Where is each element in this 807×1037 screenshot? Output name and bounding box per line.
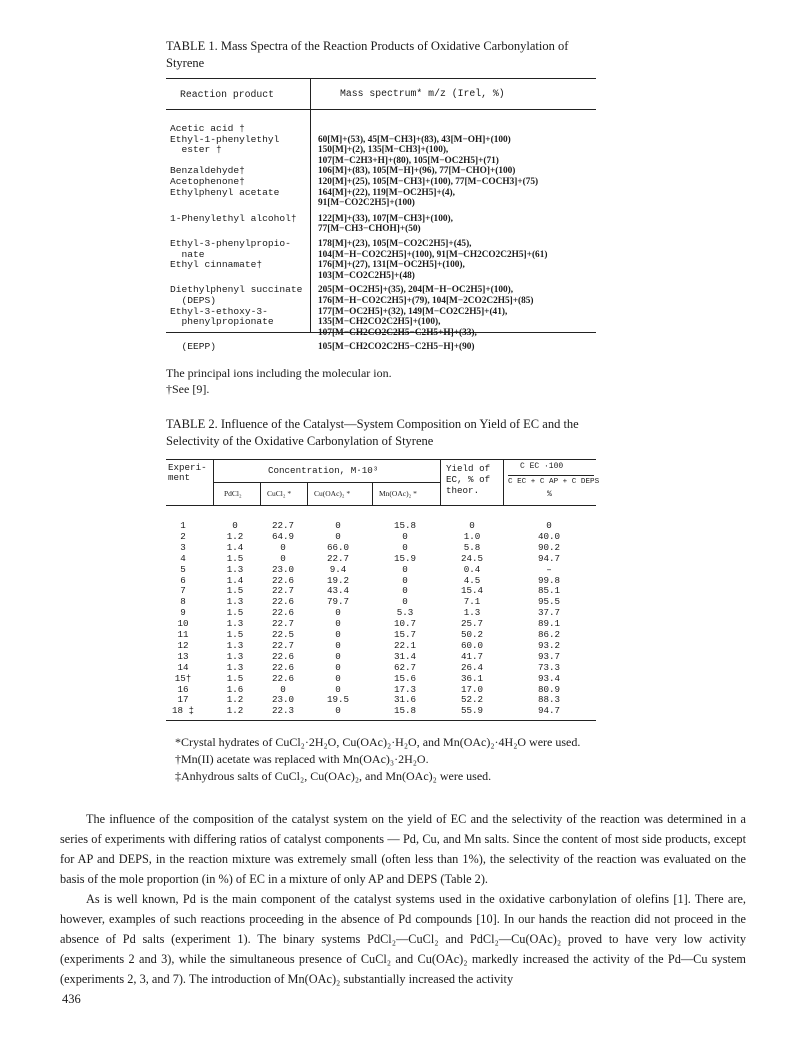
table2-cell-selectivity: 93.7 (537, 650, 561, 662)
table1-product-cell: Acetophenone† (170, 176, 245, 187)
table2-cell-pdcl2: 1.6 (226, 683, 244, 695)
table2-cell-cucl2: 22.5 (271, 629, 295, 640)
table2-cell-pdcl2: 1.2 (226, 694, 244, 706)
table2-cell-mnoac: 15.7 (393, 629, 417, 640)
table2-cell-selectivity: 40.0 (537, 530, 561, 542)
table2-cell-mnoac: 15.9 (393, 552, 417, 564)
table2-vrule-3 (307, 482, 308, 505)
table2-cell-selectivity: 90.2 (537, 541, 561, 553)
table2-cell-mnoac: 0 (402, 541, 408, 553)
table2-cell-cucl2: 22.6 (271, 607, 295, 619)
table1-product-cell: Diethylphenyl succinate (170, 284, 303, 296)
table2-cell-pdcl2: 0 (232, 520, 238, 531)
table1-note-principal-ions: The principal ions including the molecular ion. (166, 366, 392, 380)
table2-cell-cucl2: 0 (280, 541, 286, 553)
table2-cell-selectivity: 88.3 (537, 694, 561, 706)
table2-cell-mnoac: 0 (402, 574, 408, 586)
table1-product-cell: ester † (170, 144, 222, 156)
table2-cell-pdcl2: 1.5 (226, 672, 244, 684)
table1-product-cell: Ethylphenyl acetate (170, 186, 280, 198)
table1-product-cell: nate (170, 248, 205, 260)
table2-cell-cucl2: 22.6 (271, 596, 295, 608)
table1-product-cell: (EEPP) (170, 341, 217, 353)
table2-cell-cuoac: 0 (335, 530, 341, 542)
table1-caption (166, 38, 636, 72)
table2-cell-yield: 1.3 (463, 607, 481, 619)
table2-cell-cucl2: 22.6 (271, 672, 295, 684)
table1-spectrum-cell: 122[M]+(33), 107[M−CH3]+(100), (318, 213, 453, 224)
table2-header-yield: Yield of EC, % of theor. (446, 463, 491, 496)
table2-cell-cucl2: 22.6 (271, 574, 295, 586)
table2-cell-cuoac: 79.7 (326, 596, 350, 608)
table2-cell-yield: 15.4 (460, 585, 484, 597)
table1-spectrum-cell: 104[M−H−CO2C2H5]+(100), 91[M−CH2CO2C2H5]+(61) (318, 249, 548, 260)
table2-cell-mnoac: 10.7 (393, 618, 417, 630)
table2-cell-experiment: 13 (177, 650, 189, 662)
table1-top-rule (166, 78, 596, 79)
table2-cell-yield: 0 (469, 520, 475, 531)
table2-header-cucl2: CuCl₂ * (267, 489, 292, 498)
table2-cell-pdcl2: 1.5 (226, 607, 244, 619)
table2-cell-cuoac: 43.4 (326, 585, 350, 597)
table2-cell-mnoac: 5.3 (396, 607, 414, 619)
table2-cell-yield: 55.9 (460, 705, 484, 717)
table2-cell-mnoac: 0 (402, 585, 408, 597)
table2-header-pdcl2: PdCl₂ (224, 489, 242, 498)
table2-cell-experiment: 10 (177, 618, 189, 630)
table2-concentration-subrule (213, 482, 440, 483)
table2-cell-selectivity: 73.3 (537, 661, 561, 673)
table2-cell-pdcl2: 1.5 (226, 552, 244, 564)
table2-cell-cuoac: 66.0 (326, 541, 350, 553)
table2-cell-cuoac: 0 (335, 672, 341, 684)
table2-cell-experiment: 17 (177, 694, 189, 706)
table2-cell-selectivity: 89.1 (537, 618, 561, 630)
table2-cell-mnoac: 0 (402, 563, 408, 575)
table1-header-rule (166, 109, 596, 110)
table2-note-crystal-hydrates: *Crystal hydrates of CuCl₂·2H₂O, Cu(OAc)₂·H₂O, and Mn(OAc)₂·4H₂O were used. (175, 735, 581, 749)
table2-cell-selectivity: – (546, 563, 552, 575)
table2-cell-experiment: 18 ‡ (171, 705, 195, 717)
table2-cell-cucl2: 22.6 (271, 650, 295, 662)
table2-cell-experiment: 6 (180, 574, 186, 586)
table2-cell-yield: 25.7 (460, 618, 484, 630)
table2-cell-mnoac: 62.7 (393, 661, 417, 673)
table2-vrule-4 (372, 482, 373, 505)
table2-bottom-rule (166, 720, 596, 721)
table2-cell-pdcl2: 1.3 (226, 596, 244, 608)
table1-note-see-ref: †See [9]. (166, 382, 210, 396)
table2-header-experiment: Experi- ment (168, 462, 207, 483)
table2-vrule-5 (440, 459, 441, 505)
table2-cell-experiment: 4 (180, 552, 186, 564)
table2-header-cuoac: Cu(OAc)₂ * (314, 489, 351, 498)
table2-cell-yield: 0.4 (463, 563, 481, 575)
table2-cell-mnoac: 31.4 (393, 650, 417, 662)
table1-spectrum-cell: 103[M−CO2C2H5]+(48) (318, 270, 415, 281)
table2-vrule-2 (260, 482, 261, 505)
table2-cell-yield: 17.0 (460, 683, 484, 695)
table1-spectrum-cell: 178[M]+(23), 105[M−CO2C2H5]+(45), (318, 239, 472, 249)
table2-cell-experiment: 3 (180, 541, 186, 553)
table2-cell-yield: 7.1 (463, 596, 481, 608)
table2-header-selectivity-unit: % (547, 490, 552, 499)
table1-product-cell: Ethyl-3-phenylpropio- (170, 238, 291, 249)
table1-spectrum-cell: 106[M]+(83), 105[M−H]+(96), 77[M−CHO]+(100) (318, 166, 516, 177)
body-paragraph-1: The influence of the composition of the catalyst system on the yield of EC and the selectivity of the reaction was determined in a series of experiments with differing ratios of catalyst components — Pd, Cu, and Mn salts. Since the content of most side products, except for AP and DEPS, in the reaction mixture was extremely small (often less than 1%), the selectivity of the reaction was evaluated on the basis of the mole proportion (in %) of EC in a mixture of only AP and DEPS (Table 2). (60, 812, 746, 886)
table1-product-cell: Benzaldehyde† (170, 165, 245, 177)
table1-spectrum-cell: 205[M−OC2H5]+(35), 204[M−H−OC2H5]+(100), (318, 285, 514, 296)
table1-spectrum-cell: 77[M−CH3−CHOH]+(50) (318, 224, 421, 235)
table2-cell-cucl2: 0 (280, 683, 286, 695)
table2-caption-line2: Selectivity of the Oxidative Carbonylation of Styrene (166, 434, 434, 448)
table2-cell-pdcl2: 1.3 (226, 563, 244, 575)
table1-product-cell: Ethyl-1-phenylethyl (170, 133, 280, 145)
table2-header-mnoac: Mn(OAc)₂ * (379, 489, 417, 498)
table2-cell-cuoac: 0 (335, 661, 341, 673)
table2-cell-yield: 36.1 (460, 672, 484, 684)
table2-note-mn-replaced: †Mn(II) acetate was replaced with Mn(OAc)₃·2H₂O. (175, 752, 429, 766)
table2-cell-cuoac: 19.5 (326, 694, 350, 706)
table2-cell-mnoac: 0 (402, 530, 408, 542)
table1-product-cell: (DEPS) (170, 295, 217, 306)
table2-top-rule (166, 459, 596, 460)
table2-cell-pdcl2: 1.2 (226, 530, 244, 542)
table2-vrule-1 (213, 459, 214, 505)
table2-fraction-bar (508, 475, 594, 476)
table2-cell-pdcl2: 1.2 (226, 705, 244, 717)
body-paragraph-2: As is well known, Pd is the main component of the catalyst systems used in the oxidative carbonylation of olefins [1]. There are, however, examples of such reactions proceeding in the absence of Pd compounds [10]. In our hands the reaction did not proceed in the absence of Pd salts (experiment 1). The binary systems PdCl₂—CuCl₂ and PdCl₂—Cu(OAc)₂ proved to have very low activity (experiments 2 and 3), while the simultaneous presence of CuCl₂ and Cu(OAc)₂ markedly increased the activity of the Pd—Cu system (experiments 2, 3, and 7). The introduction of Mn(OAc)₂ substantially increased the activity (60, 892, 746, 986)
table2-cell-cuoac: 0 (335, 629, 341, 640)
table2-note-anhydrous: ‡Anhydrous salts of CuCl₂, Cu(OAc)₂, and Mn(OAc)₂ were used. (175, 769, 492, 783)
table1-spectrum-cell: 164[M]+(22), 119[M−OC2H5]+(4), (318, 187, 455, 198)
table2-cell-cucl2: 64.9 (271, 530, 295, 542)
table1-caption-line2: Styrene (166, 56, 205, 70)
table2-cell-experiment: 9 (180, 607, 186, 619)
table1-product-cell: Ethyl cinnamate† (170, 259, 263, 271)
table2-cell-mnoac: 15.6 (393, 672, 417, 684)
table2-header-rule (166, 505, 596, 506)
table1-header-spectrum: Mass spectrum* m/z (Irel, %) (340, 88, 505, 99)
table2-cell-yield: 26.4 (460, 661, 484, 673)
table2-cell-selectivity: 93.2 (537, 639, 561, 651)
table2-cell-pdcl2: 1.3 (226, 618, 244, 630)
table2-cell-cuoac: 0 (335, 683, 341, 695)
table2-cell-experiment: 14 (177, 661, 189, 673)
table2-cell-yield: 1.0 (463, 530, 481, 542)
table2-cell-mnoac: 31.6 (393, 694, 417, 706)
table2-cell-cucl2: 22.7 (271, 618, 295, 630)
table2-cell-yield: 50.2 (460, 629, 484, 640)
table2-cell-experiment: 8 (180, 596, 186, 608)
table2-cell-selectivity: 93.4 (537, 672, 561, 684)
table1-caption-line1: TABLE 1. Mass Spectra of the Reaction Products of Oxidative Carbonylation of (166, 39, 569, 53)
table2-cell-cuoac: 0 (335, 618, 341, 630)
table2-cell-cucl2: 22.7 (271, 585, 295, 597)
table2-cell-pdcl2: 1.3 (226, 650, 244, 662)
table2-cell-cuoac: 0 (335, 650, 341, 662)
table2-header-selectivity-numerator: C EC ·100 (520, 462, 564, 471)
table1-spectrum-cell: 176[M−H−CO2C2H5]+(79), 104[M−2CO2C2H5]+(85) (318, 296, 534, 306)
table2-cell-mnoac: 22.1 (393, 639, 417, 651)
table2-header-concentration: Concentration, M·10³ (268, 465, 379, 476)
table2-cell-mnoac: 15.8 (393, 520, 417, 531)
table2-cell-experiment: 2 (180, 530, 186, 542)
table2-cell-pdcl2: 1.3 (226, 661, 244, 673)
table1-product-cell: phenylpropionate (170, 316, 274, 328)
table1-header-product: Reaction product (180, 89, 275, 100)
table1-spectrum-cell: 60[M]+(53), 45[M−CH3]+(83), 43[M−OH]+(100) (318, 134, 511, 145)
table1-spectrum-cell: 135[M−CH2CO2C2H5]+(100), (318, 317, 441, 328)
table2-cell-mnoac: 0 (402, 596, 408, 608)
table2-cell-cucl2: 22.6 (271, 661, 295, 673)
page-number: 436 (62, 992, 81, 1006)
table2-vrule-6 (503, 459, 504, 505)
table2-cell-cuoac: 9.4 (329, 563, 347, 575)
table2-cell-selectivity: 99.8 (537, 574, 561, 586)
table2-cell-pdcl2: 1.5 (226, 585, 244, 597)
table1-column-divider (310, 78, 311, 333)
table2-cell-pdcl2: 1.3 (226, 639, 244, 651)
table2-header-selectivity-denominator: C EC + C AP + C DEPS (508, 478, 600, 486)
table2-cell-yield: 41.7 (460, 650, 484, 662)
table2-cell-selectivity: 37.7 (537, 607, 561, 619)
table2-cell-cucl2: 22.3 (271, 705, 295, 717)
table1-product-cell: Acetic acid † (170, 123, 245, 134)
table2-cell-pdcl2: 1.4 (226, 574, 244, 586)
table2-cell-cuoac: 0 (335, 520, 341, 531)
table2-cell-cucl2: 23.0 (271, 563, 295, 575)
table2-cell-yield: 4.5 (463, 574, 481, 586)
table2-cell-selectivity: 85.1 (537, 585, 561, 597)
table2-cell-cuoac: 22.7 (326, 552, 350, 564)
table2-cell-pdcl2: 1.4 (226, 541, 244, 553)
table2-cell-experiment: 15† (174, 672, 192, 684)
table1-product-cell: 1-Phenylethyl alcohol† (170, 212, 297, 224)
table2-cell-selectivity: 0 (546, 520, 552, 531)
table2-cell-yield: 5.8 (463, 541, 481, 553)
table1-product-cell: Ethyl-3-ethoxy-3- (170, 305, 268, 317)
table1-spectrum-cell: 177[M−OC2H5]+(32), 149[M−CO2C2H5]+(41), (318, 306, 508, 317)
table2-cell-selectivity: 94.7 (537, 552, 561, 564)
table2-cell-selectivity: 94.7 (537, 705, 561, 717)
table1-spectrum-cell: 150[M]+(2), 135[M−CH3]+(100), (318, 145, 449, 156)
table1-spectrum-cell: 176[M]+(27), 131[M−OC2H5]+(100), (318, 260, 465, 271)
table2-cell-selectivity: 86.2 (537, 629, 561, 640)
table2-cell-cucl2: 22.7 (271, 639, 295, 651)
table1-spectrum-cell: 105[M−CH2CO2C2H5−C2H5−H]+(90) (318, 342, 475, 353)
table2-cell-selectivity: 95.5 (537, 596, 561, 608)
table2-cell-experiment: 12 (177, 639, 189, 651)
table2-cell-experiment: 7 (180, 585, 186, 597)
table2-cell-pdcl2: 1.5 (226, 629, 244, 640)
table2-cell-cuoac: 19.2 (326, 574, 350, 586)
table1-spectrum-cell: 120[M]+(25), 105[M−CH3]+(100), 77[M−COCH3]+(75) (318, 177, 539, 187)
table2-cell-yield: 52.2 (460, 694, 484, 706)
table2-cell-cuoac: 0 (335, 705, 341, 717)
table1-spectrum-cell: 107[M−C2H3+H]+(80), 105[M−OC2H5]+(71) (318, 155, 499, 166)
table2-cell-selectivity: 80.9 (537, 683, 561, 695)
table2-cell-cuoac: 0 (335, 607, 341, 619)
table2-cell-yield: 24.5 (460, 552, 484, 564)
table2-cell-experiment: 16 (177, 683, 189, 695)
table1-spectrum-cell: 91[M−CO2C2H5]+(100) (318, 198, 415, 209)
table2-caption-line1: TABLE 2. Influence of the Catalyst—System Composition on Yield of EC and the (166, 417, 579, 431)
table2-cell-yield: 60.0 (460, 639, 484, 651)
table2-caption (166, 416, 636, 450)
table2-cell-experiment: 11 (177, 629, 189, 640)
table2-cell-cucl2: 22.7 (271, 520, 295, 531)
table2-cell-mnoac: 15.8 (393, 705, 417, 717)
table2-cell-mnoac: 17.3 (393, 683, 417, 695)
table2-cell-experiment: 5 (180, 563, 186, 575)
table2-cell-experiment: 1 (180, 520, 186, 531)
table1-spectrum-cell: 107[M−CH2CO2C2H5−C2H5+H]+(33), (318, 327, 477, 338)
table2-cell-cuoac: 0 (335, 639, 341, 651)
table2-cell-cucl2: 0 (280, 552, 286, 564)
table2-cell-cucl2: 23.0 (271, 694, 295, 706)
